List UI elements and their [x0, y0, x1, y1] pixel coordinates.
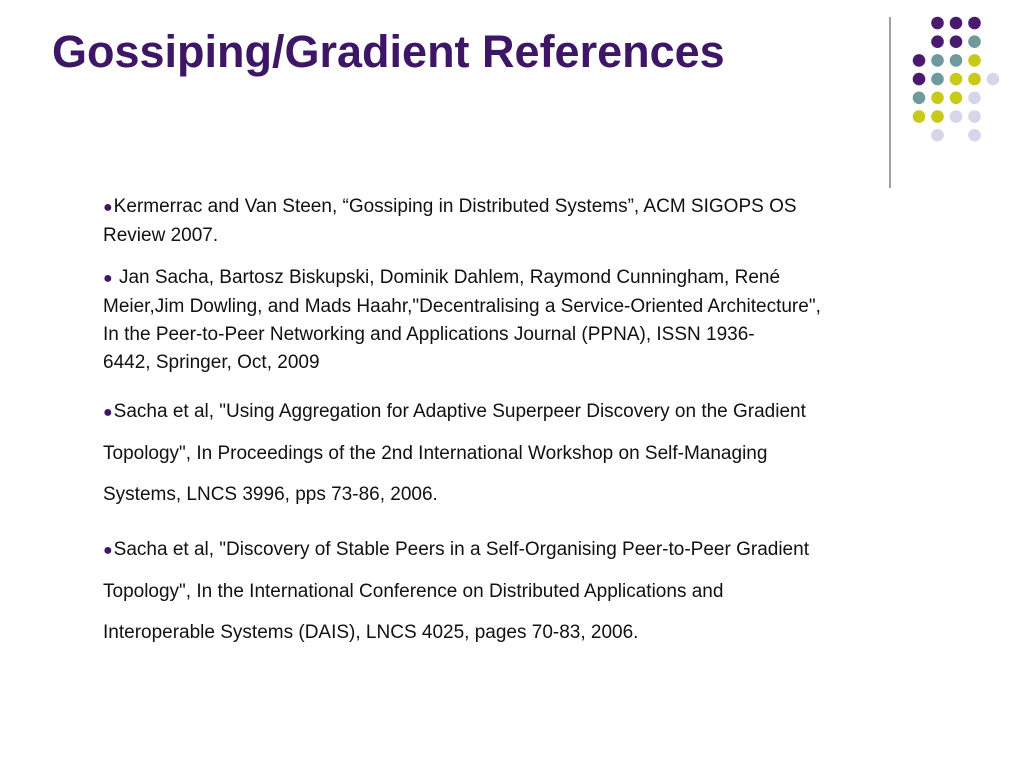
- slide-title: Gossiping/Gradient References: [52, 26, 725, 77]
- reference-list: [103, 193, 973, 653]
- reference-line: Interoperable Systems (DAIS), LNCS 4025, pages 70-83, 2006.: [103, 622, 639, 643]
- reference-item: [103, 529, 973, 653]
- decorative-dot: [987, 73, 1000, 86]
- reference-line: Topology", In Proceedings of the 2nd International Workshop on Self-Managing: [103, 443, 768, 464]
- decorative-dot: [913, 110, 926, 123]
- bullet-icon: ●: [103, 199, 113, 216]
- decorative-dot: [968, 35, 981, 48]
- reference-line: [103, 391, 973, 433]
- decorative-dot: [968, 54, 981, 67]
- decorative-dot-grid: [0, 0, 1024, 200]
- decorative-dot: [931, 92, 944, 105]
- reference-item: [103, 264, 973, 377]
- reference-text: Sacha et al, "Discovery of Stable Peers in a Self-Organising Peer-to-Peer Gradient: [113, 539, 809, 560]
- decorative-dot: [950, 92, 963, 105]
- decorative-dot: [950, 110, 963, 123]
- decorative-dot: [950, 73, 963, 86]
- reference-line: Review 2007.: [103, 225, 219, 246]
- decorative-dot: [913, 73, 926, 86]
- reference-item: [103, 193, 973, 250]
- decorative-dot: [913, 92, 926, 105]
- bullet-icon: ●: [103, 404, 113, 421]
- decorative-dot: [931, 35, 944, 48]
- reference-line: 6442, Springer, Oct, 2009: [103, 352, 320, 373]
- decorative-dot: [968, 73, 981, 86]
- decorative-dot: [950, 54, 963, 67]
- reference-text: Kermerrac and Van Steen, “Gossiping in Distributed Systems”, ACM SIGOPS OS: [113, 196, 797, 217]
- reference-line: In the Peer-to-Peer Networking and Applications Journal (PPNA), ISSN 1936-: [103, 324, 755, 345]
- reference-line: [103, 264, 973, 293]
- reference-text: Jan Sacha, Bartosz Biskupski, Dominik Dahlem, Raymond Cunningham, René: [113, 267, 781, 288]
- decorative-dot: [931, 54, 944, 67]
- decorative-dot: [950, 17, 963, 30]
- decorative-dot: [931, 110, 944, 123]
- decorative-dot: [968, 92, 981, 105]
- decorative-dot: [968, 110, 981, 123]
- decorative-dot: [931, 73, 944, 86]
- reference-line: [103, 529, 973, 571]
- decorative-dot: [913, 54, 926, 67]
- reference-line: Topology", In the International Conference on Distributed Applications and: [103, 581, 724, 602]
- reference-text: Sacha et al, "Using Aggregation for Adaptive Superpeer Discovery on the Gradient: [113, 401, 806, 422]
- reference-item: [103, 391, 973, 515]
- reference-line: [103, 193, 973, 222]
- reference-line: Meier,Jim Dowling, and Mads Haahr,"Decentralising a Service-Oriented Architecture",: [103, 296, 821, 317]
- decorative-dot: [968, 129, 981, 142]
- decorative-dot: [931, 17, 944, 30]
- bullet-icon: ●: [103, 542, 113, 559]
- bullet-icon: ●: [103, 270, 113, 287]
- decorative-dot: [968, 17, 981, 30]
- decorative-dot: [950, 35, 963, 48]
- reference-line: Systems, LNCS 3996, pps 73-86, 2006.: [103, 484, 438, 505]
- decorative-dot: [931, 129, 944, 142]
